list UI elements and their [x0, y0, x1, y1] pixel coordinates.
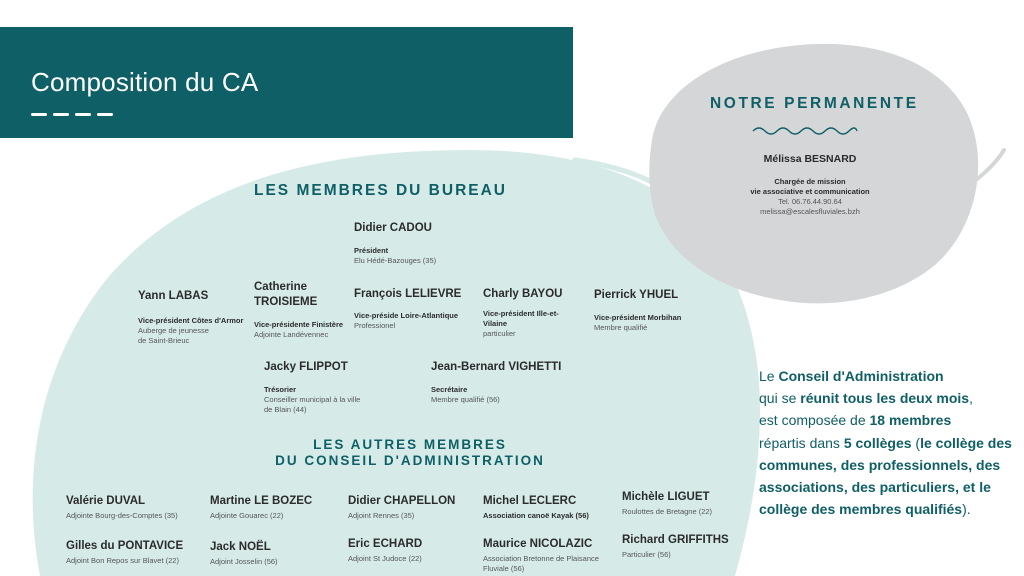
member-detail: Professionel — [354, 321, 396, 330]
member-detail: Membre qualifié (56) — [431, 395, 500, 404]
member-name: Michel LECLERC — [483, 495, 577, 507]
page-title: Composition du CA — [31, 67, 259, 97]
permanent-role: vie associative et communication — [750, 187, 870, 196]
member-treasurer — [264, 360, 360, 415]
member-detail: Adjoint Josselin (56) — [210, 557, 278, 566]
permanent-card — [710, 153, 910, 217]
permanent-role: Chargée de mission — [774, 177, 846, 186]
member-detail: Auberge de jeunesse — [138, 326, 209, 335]
member-other — [348, 537, 422, 564]
bureau-heading: LES MEMBRES DU BUREAU — [254, 182, 507, 199]
intro-bold: 5 collèges — [843, 434, 912, 451]
member-detail: Membre qualifié — [594, 323, 648, 332]
member-name: Charly BAYOU — [483, 288, 563, 300]
member-other — [210, 494, 312, 521]
member-other — [622, 490, 712, 517]
member-role: Secrétaire — [431, 385, 468, 394]
member-other — [210, 540, 278, 567]
member-detail: Elu Hédé-Bazouges (35) — [354, 256, 437, 265]
member-detail: Adjoint Rennes (35) — [348, 511, 415, 520]
member-name: Gilles du PONTAVICE — [66, 540, 184, 552]
permanent-heading: NOTRE PERMANENTE — [710, 95, 919, 112]
member-name: François LELIEVRE — [354, 288, 462, 300]
title-band — [0, 27, 573, 138]
intro-text: ( — [911, 434, 921, 451]
member-name: Jack NOËL — [210, 541, 271, 553]
member-detail: Adjointe Landévennec — [254, 330, 329, 339]
member-detail: Particulier (56) — [622, 550, 671, 559]
member-detail: Association canoë Kayak (56) — [483, 511, 589, 520]
intro-text: , — [969, 390, 973, 407]
permanent-name: Mélissa BESNARD — [763, 153, 857, 165]
permanent-phone: Tel. 06.76.44.90.64 — [778, 197, 842, 206]
intro-bold: réunit tous les deux mois — [800, 390, 970, 407]
member-name: Catherine — [254, 281, 308, 293]
intro-paragraph — [759, 365, 1017, 520]
member-vp-ille-et-vilaine — [483, 287, 562, 339]
member-name: Pierrick YHUEL — [594, 289, 679, 301]
member-detail: de Saint-Brieuc — [138, 336, 190, 345]
intro-text: qui se — [759, 390, 801, 407]
others-heading-line2: DU CONSEIL D'ADMINISTRATION — [275, 453, 545, 468]
member-name: Valérie DUVAL — [66, 495, 146, 507]
member-role: Président — [354, 246, 389, 255]
member-vp-cotes-darmor — [138, 289, 243, 346]
wave-divider-icon — [752, 125, 858, 137]
member-name: Didier CADOU — [354, 222, 432, 234]
member-name: Yann LABAS — [138, 290, 209, 302]
member-other — [622, 533, 729, 560]
member-name: Martine LE BOZEC — [210, 495, 313, 507]
member-role: Vice-président Côtes d'Armor — [138, 316, 244, 325]
intro-text: répartis dans — [759, 434, 844, 451]
member-secretary — [431, 360, 561, 405]
member-name: TROISIEME — [254, 296, 318, 308]
member-role: Vice-présidente Finistère — [254, 320, 344, 329]
intro-bold: 18 membres — [869, 412, 952, 429]
member-detail: particulier — [483, 329, 516, 338]
title-dash-decoration — [31, 113, 113, 116]
member-president — [354, 221, 436, 266]
member-detail: Adjoint Bon Repos sur Blavet (22) — [66, 556, 179, 565]
intro-bold: le collège des communes, des professionnels, des associations, des particuliers, et le collège des membres qualifiés — [759, 434, 1012, 518]
member-other — [483, 537, 599, 574]
member-detail: Association Bretonne de Plaisance — [483, 554, 599, 563]
intro-bold: Conseil d'Administration — [778, 368, 944, 384]
member-other — [483, 494, 589, 521]
member-name: Jacky FLIPPOT — [264, 361, 348, 373]
member-vp-finistere — [254, 280, 343, 340]
intro-text: est composée de — [759, 412, 870, 429]
member-other — [66, 539, 183, 566]
member-role: Trésorier — [264, 385, 297, 394]
intro-text: ). — [962, 501, 971, 518]
member-name: Jean-Bernard VIGHETTI — [431, 361, 562, 373]
member-role: Vice-président Morbihan — [594, 313, 682, 322]
member-name: Eric ECHARD — [348, 538, 423, 550]
intro-text: Le — [759, 368, 779, 384]
member-detail: Conseiller municipal à la ville — [264, 395, 361, 404]
member-detail: Adjoint St Judoce (22) — [348, 554, 422, 563]
member-role: Vilaine — [483, 319, 508, 328]
member-role: Vice-préside Loire-Atlantique — [354, 311, 459, 320]
member-vp-loire-atlantique — [354, 287, 461, 331]
others-heading-line1: LES AUTRES MEMBRES — [313, 437, 507, 452]
member-vp-morbihan — [594, 288, 681, 333]
member-name: Richard GRIFFITHS — [622, 534, 729, 546]
member-detail: Roulottes de Bretagne (22) — [622, 507, 713, 516]
member-role: Vice-président Ille-et- — [483, 309, 559, 318]
others-heading — [210, 437, 610, 469]
member-name: Michèle LIGUET — [622, 491, 710, 503]
permanent-email[interactable]: melissa@escalesfluviales.bzh — [760, 207, 860, 216]
member-other — [66, 494, 178, 521]
member-name: Didier CHAPELLON — [348, 495, 456, 507]
member-detail: Adjointe Bourg-des-Comptes (35) — [66, 511, 178, 520]
member-other — [348, 494, 455, 521]
member-detail: Adjointe Gouarec (22) — [210, 511, 284, 520]
member-detail: Fluviale (56) — [483, 564, 525, 573]
member-detail: de Blain (44) — [264, 405, 307, 414]
member-name: Maurice NICOLAZIC — [483, 538, 593, 550]
